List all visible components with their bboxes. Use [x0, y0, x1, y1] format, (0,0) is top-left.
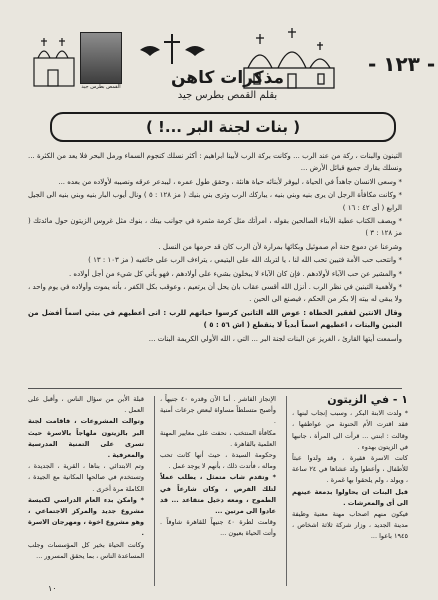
author-portrait — [80, 32, 122, 84]
article-title: ( بنات لجنة البر ...! ) — [50, 112, 396, 142]
intro-paragraph: وشرعنا عن دموع حنة أم صموئيل وبكائها بمرارة لأن الرب كان قد حرمها من النسل . — [158, 242, 402, 251]
column-paragraph: مكافأة المنتخب ، نحفت على معايير المهنة العلمية بالقاهرة . — [160, 428, 276, 448]
section-divider — [28, 388, 402, 389]
article-intro — [28, 150, 402, 346]
author-byline: بقلم القمص بطرس جيد — [177, 90, 278, 101]
column-left — [28, 394, 144, 594]
intro-paragraph: * وسعى الانسان جاهداً في الحياة ، ليوفر لأبنائه حياة هانئة ، وحقق طول عمره ، ليبدعر عرقه ونصيبه لأولاده من بعده ... — [58, 177, 402, 186]
intro-paragraph: * والمشير عن حب الآباء لأولادهم . فإن كان الآباء لا يبخلون بشيء على أولادهم ، فهو يأتي كل شيء من أجل أولاده . — [68, 269, 402, 278]
column-paragraph-emphasis: * وتقدم شاب متمثل ، يطلب عملاً لتلك الفرص ، وكان شارعاً في الطموح ، ومعه دخيل متقاعد ... قد عادوا الى مرتين ... — [160, 473, 276, 516]
column-paragraph: وحكومة السيدة ، حيث أنها كانت تحب وماله ، فأتدت ذلك ، بأنهم لا يوجد عمل . — [160, 451, 276, 471]
column-paragraph-emphasis: وتوالت المشروعات ، فاقامت لجنة البر بالزيتون ملهاجاً بالاسرة حيث تسرى على التمنية المدرسية والمعرفية . — [28, 417, 144, 460]
section-heading: ١ - في الزيتون — [327, 394, 408, 406]
column-divider — [286, 396, 287, 586]
intro-paragraph: * ويصف الكتاب عطية الأبناء الصالحين بقوله ، امرأتك مثل كرمة مثمرة في جوانب بيتك ، بنوك مثل غروس الزيتون حول مائدتك ( مز ١٢٨ : ٣ ) — [28, 217, 402, 238]
column-paragraph: وتم الابتدائي ، بناها ، القرية ، الجديدة ، وتستخدم في صالحها المكانية مع الجيدة ، الكاملة مرة أخرى . — [28, 462, 144, 493]
intro-paragraph: * وكانت مكافأة الرجل ان يرى بنيه وبني بنيه ، يباركك الرب وترى بني بنيك ( مز ١٢٨ : ٥ ) ونال أيوب البار بنيه وبني بنيه الى الجيل الرابع ( أى ٤٢ : ١٦ ) — [28, 191, 402, 212]
column-paragraph: الإنجاز الفاشر . أما الآن وقدره ٤٠ جنيهاً ، وأصبح متسلطاً مساواة لبعض جرعات أمنية . — [160, 395, 276, 426]
folio-number: ١٠ — [48, 584, 57, 593]
intro-paragraph: * وانتحب حب الأمة فتيين تحب الله لنا ، يا لتربك الله على اليتيمي ، يتراءف الرب على خائفيه ( مز ١٠٣ : ١٣ ) — [88, 256, 402, 265]
column-paragraph-emphasis: قبل البنات ان يحاولوا بدمعة عينهم الى أى والمعرشات . — [292, 487, 408, 507]
column-middle — [160, 394, 276, 594]
intro-paragraph: وأسمعت أيتها القارئ ، الغريز عن البنات لجنة البر ... التي ، الله الأولي الكريمة البنات ... — [148, 334, 402, 343]
column-divider — [154, 396, 155, 586]
masthead-title: مذكرات كاهن — [171, 68, 284, 88]
portrait-caption: القمص بطرس جيد — [81, 84, 121, 90]
column-paragraph: * ولدت الابنة البكر ، وسبب إنجاب لبنها ، فقد اقترت الأم الحنونة من عواطفها ، وقالت : ابنتي ... قرأت الى المرأة ، جانبها في الزيتون بهدوء . — [292, 409, 408, 451]
intro-paragraph: التينون والبنات ، ركة من عند الرب ... وكانت بركة الرب لأبينا ابراهيم : أكثر نسلك كنجوم السماء ورمل البحر فلا يعد من الكثرة ... ونسلك يقارك جميع قبائل الأرض ... — [28, 152, 402, 173]
page-number: - ١٢٣ - — [368, 52, 436, 76]
column-paragraph: قبلة الأبن من سؤال الناس ، وأقبل على العمل . — [28, 395, 144, 415]
column-paragraph: فيكون منهم اصحاب مهنة معنية وظيفة مدينة الجديد ، وزار شركة ثلاثة اشخاص ، ١٩٤٥ باعوا ... — [292, 510, 408, 541]
column-paragraph: وقامت لطرة ٤٠ جنيهاً للقاهرة شاوفاً . وأتت الحياة بعيون ... — [160, 518, 276, 538]
column-paragraph: كانت الاسرة فقيرة ، وقد ولدوا عبثاً للأطفال ، وأعطوا ولد عشاها في ٢٤ ساعة ، ويولد ، ولم يلحقوا بها غمرة . — [292, 454, 408, 485]
column-right — [292, 394, 408, 594]
intro-paragraph: * ولأهمية التينين في نظر الرب . أنزل الله أقسى عقاب بان يحل أن يرتعيم ، وعوقب بكل الكفر ، بأنه يموت وأولاده في يوم واحد ، ولا يبقى له بيته إلا بكر من الحكم ، فيصنع الى الحين . — [28, 283, 402, 304]
page-header — [0, 0, 438, 110]
column-paragraph-emphasis: * وامكن بدء العام الدراسي لكنيسة مشروع جديد والمركز الاجتماعي ، وهو مشروع اخوة ، ومهرجان الاسرة . — [28, 495, 144, 538]
intro-paragraph-emphasis: وقال الانتين لفقير الخطاة : عوض الله التانين كرسوا حياتهم للرب : انى أعطيهم في بيتي اسماً أفضل من البنين والبنات ، اعطيهم اسماً أبدياً لا ينقطع ( اش ٥٦ : ٥ ) — [28, 308, 402, 330]
column-paragraph: وكانت الحياة بخير كل المؤسسات وجلب المساعدة الناس ، بما يحقق المسرور ... — [28, 540, 144, 560]
